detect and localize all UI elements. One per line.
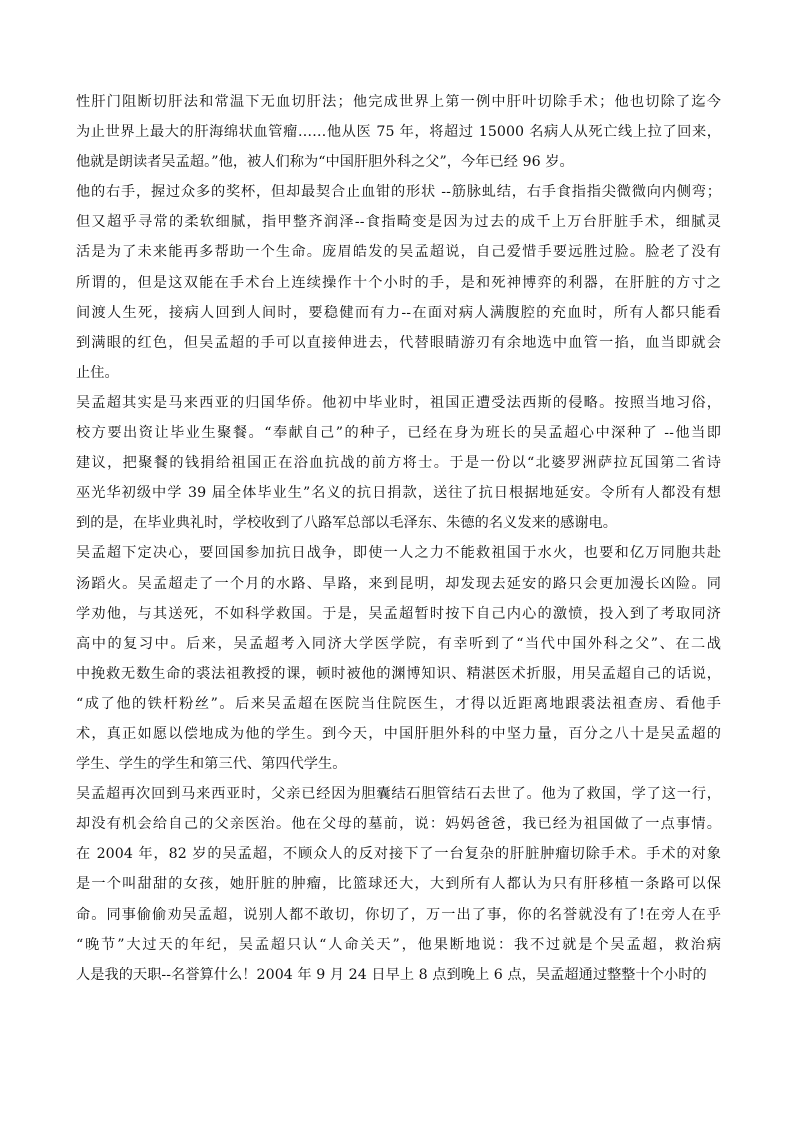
text-line: 却没有机会给自己的父亲医治。他在父母的墓前，说：妈妈爸爸，我已经为祖国做了一点事情。: [76, 816, 721, 833]
document-body: [76, 87, 721, 990]
text-line: “成了他的铁杆粉丝”。后来吴孟超在医院当住院医生，才得以近距离地跟裘法祖查房、看他手: [76, 695, 721, 712]
text-line: 中挽救无数生命的裘法祖教授的课，顿时被他的渊博知识、精湛医术折服，用吴孟超自己的话说，: [76, 665, 721, 682]
paragraph: [76, 87, 721, 177]
text-line: 所谓的，但是这双能在手术台上连续操作十个小时的手，是和死神博弈的利器，在肝脏的方寸之: [76, 274, 721, 291]
text-line: 高中的复习中。后来，吴孟超考入同济大学医学院，有幸听到了“当代中国外科之父”、在二战: [76, 635, 721, 652]
text-line: 巫光华初级中学 39 届全体毕业生”名义的抗日捐款，送往了抗日根据地延安。令所有人都没有想: [76, 485, 721, 502]
text-line: 间渡人生死，接病人回到人间时，要稳健而有力--在面对病人满腹腔的充血时，所有人都只能看: [76, 304, 721, 321]
text-line: 命。同事偷偷劝吴孟超，说别人都不敢切，你切了，万一出了事，你的名誉就没有了!在旁人在乎: [76, 906, 721, 923]
paragraph: [76, 538, 721, 779]
text-line: 学生、学生的学生和第三代、第四代学生。: [76, 756, 347, 773]
text-line: 止住。: [76, 364, 119, 381]
text-line: 他的右手，握过众多的奖杯，但却最契合止血钳的形状 --筋脉虬结，右手食指指尖微微向内侧弯；: [76, 184, 721, 201]
text-line: 吴孟超再次回到马来西亚时，父亲已经因为胆囊结石胆管结石去世了。他为了救国，学了这一行，: [76, 786, 721, 803]
text-line: 术，真正如愿以偿地成为他的学生。到今天，中国肝胆外科的中坚力量，百分之八十是吴孟超的: [76, 725, 721, 742]
text-line: 是一个叫甜甜的女孩，她肝脏的肿瘤，比篮球还大，大到所有人都认为只有肝移植一条路可以保: [76, 876, 721, 893]
text-line: 吴孟超下定决心，要回国参加抗日战争，即使一人之力不能救祖国于水火，也要和亿万同胞共赴: [76, 545, 721, 562]
paragraph: [76, 388, 721, 538]
text-line: 在 2004 年，82 岁的吴孟超，不顾众人的反对接下了一台复杂的肝脏肿瘤切除手术。手术的对象: [76, 846, 721, 863]
text-line: 到满眼的红色，但吴孟超的手可以直接伸进去，代替眼睛游刃有余地选中血管一掐，血当即就会: [76, 334, 721, 351]
text-line: 性肝门阻断切肝法和常温下无血切肝法；他完成世界上第一例中肝叶切除手术；他也切除了迄今: [76, 94, 721, 110]
text-line: “晚节”大过天的年纪，吴孟超只认“人命关天”，他果断地说：我不过就是个吴孟超，救治病: [76, 936, 721, 953]
text-line: 但又超乎寻常的柔软细腻，指甲整齐润泽--食指畸变是因为过去的成千上万台肝脏手术，细腻灵: [76, 214, 721, 231]
text-line: 他就是朗读者吴孟超。”他，被人们称为“中国肝胆外科之父”，今年已经 96 岁。: [76, 154, 574, 171]
text-line: 活是为了未来能再多帮助一个生命。庞眉皓发的吴孟超说，自己爱惜手要远胜过脸。脸老了没有: [76, 244, 721, 261]
text-line: 校方要出资让毕业生聚餐。“奉献自己”的种子，已经在身为班长的吴孟超心中深种了 --他当即: [76, 425, 721, 442]
text-line: 到的是，在毕业典礼时，学校收到了八路军总部以毛泽东、朱德的名义发来的感谢电。: [76, 515, 618, 532]
text-line: 为止世界上最大的肝海绵状血管瘤……他从医 75 年，将超过 15000 名病人从死亡线上拉了回来，: [76, 124, 721, 141]
text-line: 人是我的天职--名誉算什么！2004 年 9 月 24 日早上 8 点到晚上 6 点，吴孟超通过整整十个小时的: [76, 966, 707, 983]
text-line: 建议，把聚餐的钱捐给祖国正在浴血抗战的前方将士。于是一份以“北婆罗洲萨拉瓦国第二省诗: [76, 455, 721, 472]
paragraph: [76, 779, 721, 990]
text-line: 汤蹈火。吴孟超走了一个月的水路、旱路，来到昆明，却发现去延安的路只会更加漫长凶险。同: [76, 575, 721, 592]
text-line: 吴孟超其实是马来西亚的归国华侨。他初中毕业时，祖国正遭受法西斯的侵略。按照当地习俗，: [76, 394, 721, 411]
paragraph: [76, 177, 721, 388]
text-line: 学劝他，与其送死，不如科学救国。于是，吴孟超暂时按下自己内心的激愤，投入到了考取同济: [76, 605, 721, 622]
